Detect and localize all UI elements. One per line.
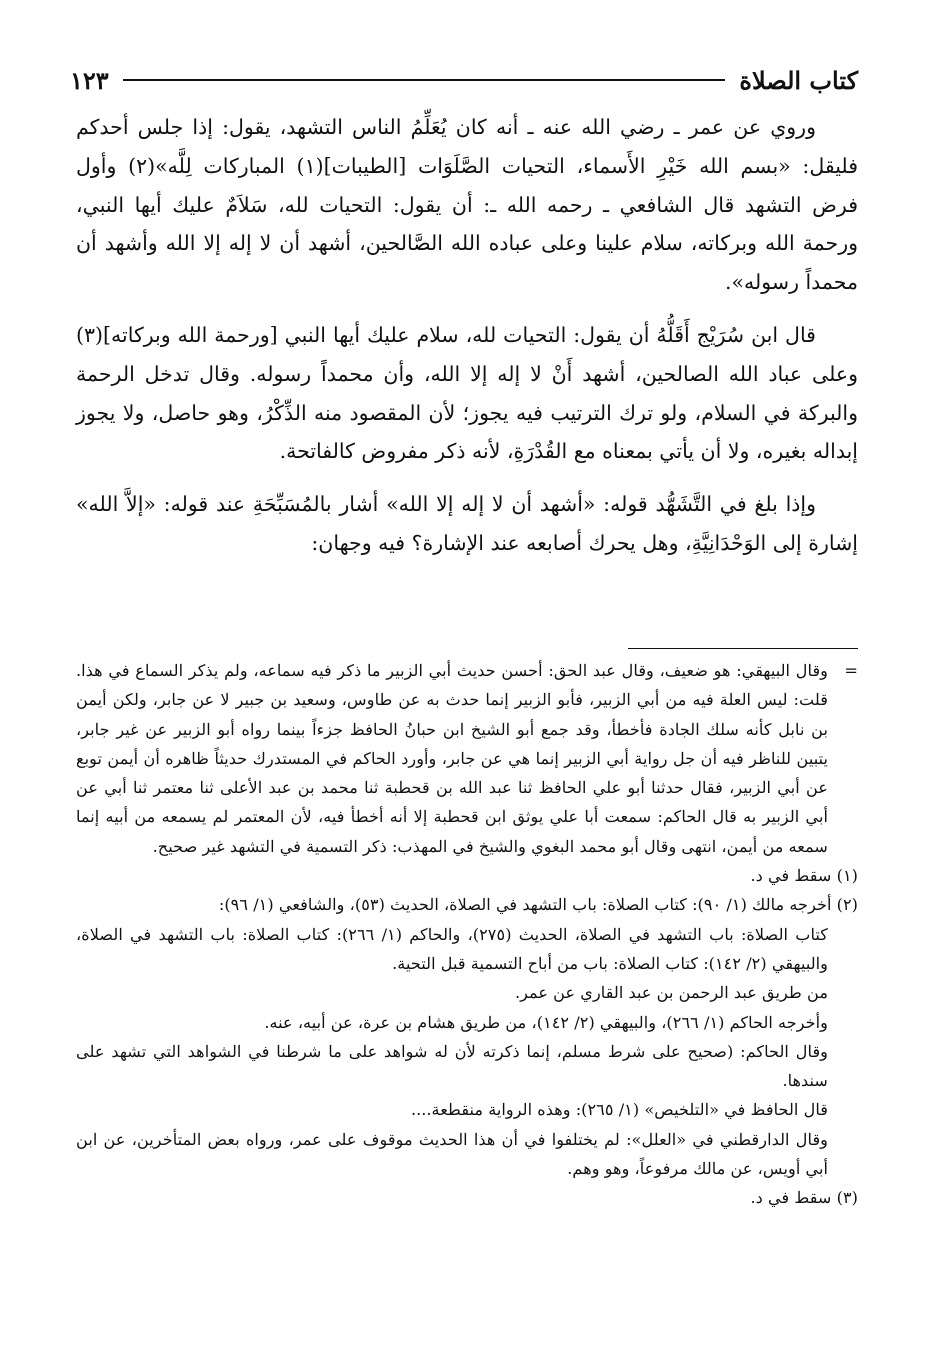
footnote-2-line: من طريق عبد الرحمن بن عبد القاري عن عمر.: [514, 983, 828, 1003]
paragraph: قال ابن سُرَيْج أَقَلُّهُ أن يقول: التحيات لله، سلام عليك أيها النبي [ورحمة الله وبركاته](٣) وعلى عباد الله الصالحين، أشهد أَنْ لا إله إلا الله، وأن محمداً رسوله. وقال تدخل الرحمة والبركة في السلام، ولو ترك الترتيب فيه يجوز؛ لأن المقصود منه الذِّكْرُ، وهو حاصل، ولا يجوز إبداله بغيره، ولا أن يأتي بمعناه مع القُدْرَةِ، لأنه ذكر مفروض كالفاتحة.: [76, 322, 858, 464]
continuation-mark: =: [844, 661, 858, 680]
footnote-continuation-text: وقال البيهقي: هو ضعيف، وقال عبد الحق: أحسن حديث أبي الزبير ما ذكر فيه سماعه، ولم يذكر السماع في هذا. قلت: ليس العلة فيه من أبي الزبير، فأبو الزبير إنما حدث به عن طاوس، وسعيد بن جبير لا عن جابر، ولكن أيمن بن نابل كأنه سلك الجادة فأخطأ، وقد جمع أبو الشيخ ابن حبانُ الحافظ جزءاً بينما رواه أبو الزبير عن غير جابر، يتبين للناظر فيه أن جل رواية أبي الزبير إنما هي عن جابر، وأورد الحاكم في المستدرك حديثاً ظاهره أن أيمن توبع عن أبي الزبير، فقال حدثنا أبو علي الحافظ ثنا عبد الله بن قحطبة ثنا محمد بن عبد الأعلى ثنا معتمر ثنا أبي عن أبي الزبير به قال الحاكم: سمعت أبا علي يوثق ابن قحطبة إلا أنه أخطأ فيه، لأن المعتمر لم يسمعه من أبيه إنما سمعه من أيمن، انتهى وقال أبو محمد البغوي والشيخ في المهذب: ذكر التسمية في التشهد غير صحيح.: [76, 661, 828, 856]
paragraph: وإذا بلغ في التَّشَهُّد قوله: «أشهد أن لا إله إلا الله» أشار بالمُسَبِّحَةِ عند قوله: «إلاَّ الله» إشارة إلى الوَحْدَانِيَّةِ، وهل يحرك أصابعه عند الإشارة؟ فيه وجهان:: [76, 492, 858, 555]
footnote-2: (٢) أخرجه مالك (١/ ٩٠): كتاب الصلاة: باب التشهد في الصلاة، الحديث (٥٣)، والشافعي (١/ ٩٦):: [218, 895, 858, 915]
footnote-1: (١) سقط في د.: [750, 866, 858, 886]
footnote-3: (٣) سقط في د.: [750, 1188, 858, 1208]
footnote-2-line: كتاب الصلاة: باب التشهد في الصلاة، الحديث (٢٧٥)، والحاكم (١/ ٢٦٦): كتاب الصلاة: باب التشهد في الصلاة، والبيهقي (٢/ ١٤٢): كتاب الصلاة: باب من أباح التسمية قبل التحية.: [76, 924, 828, 973]
footnotes: [76, 656, 858, 1213]
running-header: [70, 62, 858, 98]
main-text: [76, 108, 858, 577]
page-number: ١٢٣: [70, 65, 109, 95]
footnote-continuation: [76, 656, 858, 861]
footnote-separator: [628, 648, 858, 649]
chapter-title: كتاب الصلاة: [739, 65, 858, 95]
footnote-2-line: وقال الدارقطني في «العلل»: لم يختلفوا في أن هذا الحديث موقوف على عمر، ورواه بعض المتأخرين، عن ابن أبي أويس، عن مالك مرفوعاً، وهو وهم.: [76, 1129, 828, 1179]
paragraph: وروي عن عمر ـ رضي الله عنه ـ أنه كان يُعَلِّمُ الناس التشهد، يقول: إذا جلس أحدكم فليقل: «بسم الله خَيْرِ الأَسماء، التحيات الصَّلَوَات [الطيبات](١) المباركات لِلَّه»(٢) وأول فرض التشهد قال الشافعي ـ رحمه الله ـ: أن يقول: التحيات لله، سَلاَمٌ عليك أيها النبي، ورحمة الله وبركاته، سلام علينا وعلى عباده الله الصَّالحين، أشهد أن لا إله إلا الله وأشهد أن محمداً رسوله».: [76, 115, 859, 295]
footnote-2-line: وقال الحاكم: (صحيح على شرط مسلم، إنما ذكرته لأن له شواهد على ما شرطنا في الشواهد التي تشهد على سندها.: [76, 1041, 828, 1091]
header-rule: [123, 79, 726, 81]
footnote-2-line: قال الحافظ في «التلخيص» (١/ ٢٦٥): وهذه الرواية منقطعة....: [410, 1100, 828, 1120]
footnote-2-line: وأخرجه الحاكم (١/ ٢٦٦)، والبيهقي (٢/ ١٤٢)، من طريق هشام بن عرة، عن أبيه، عنه.: [264, 1012, 828, 1032]
